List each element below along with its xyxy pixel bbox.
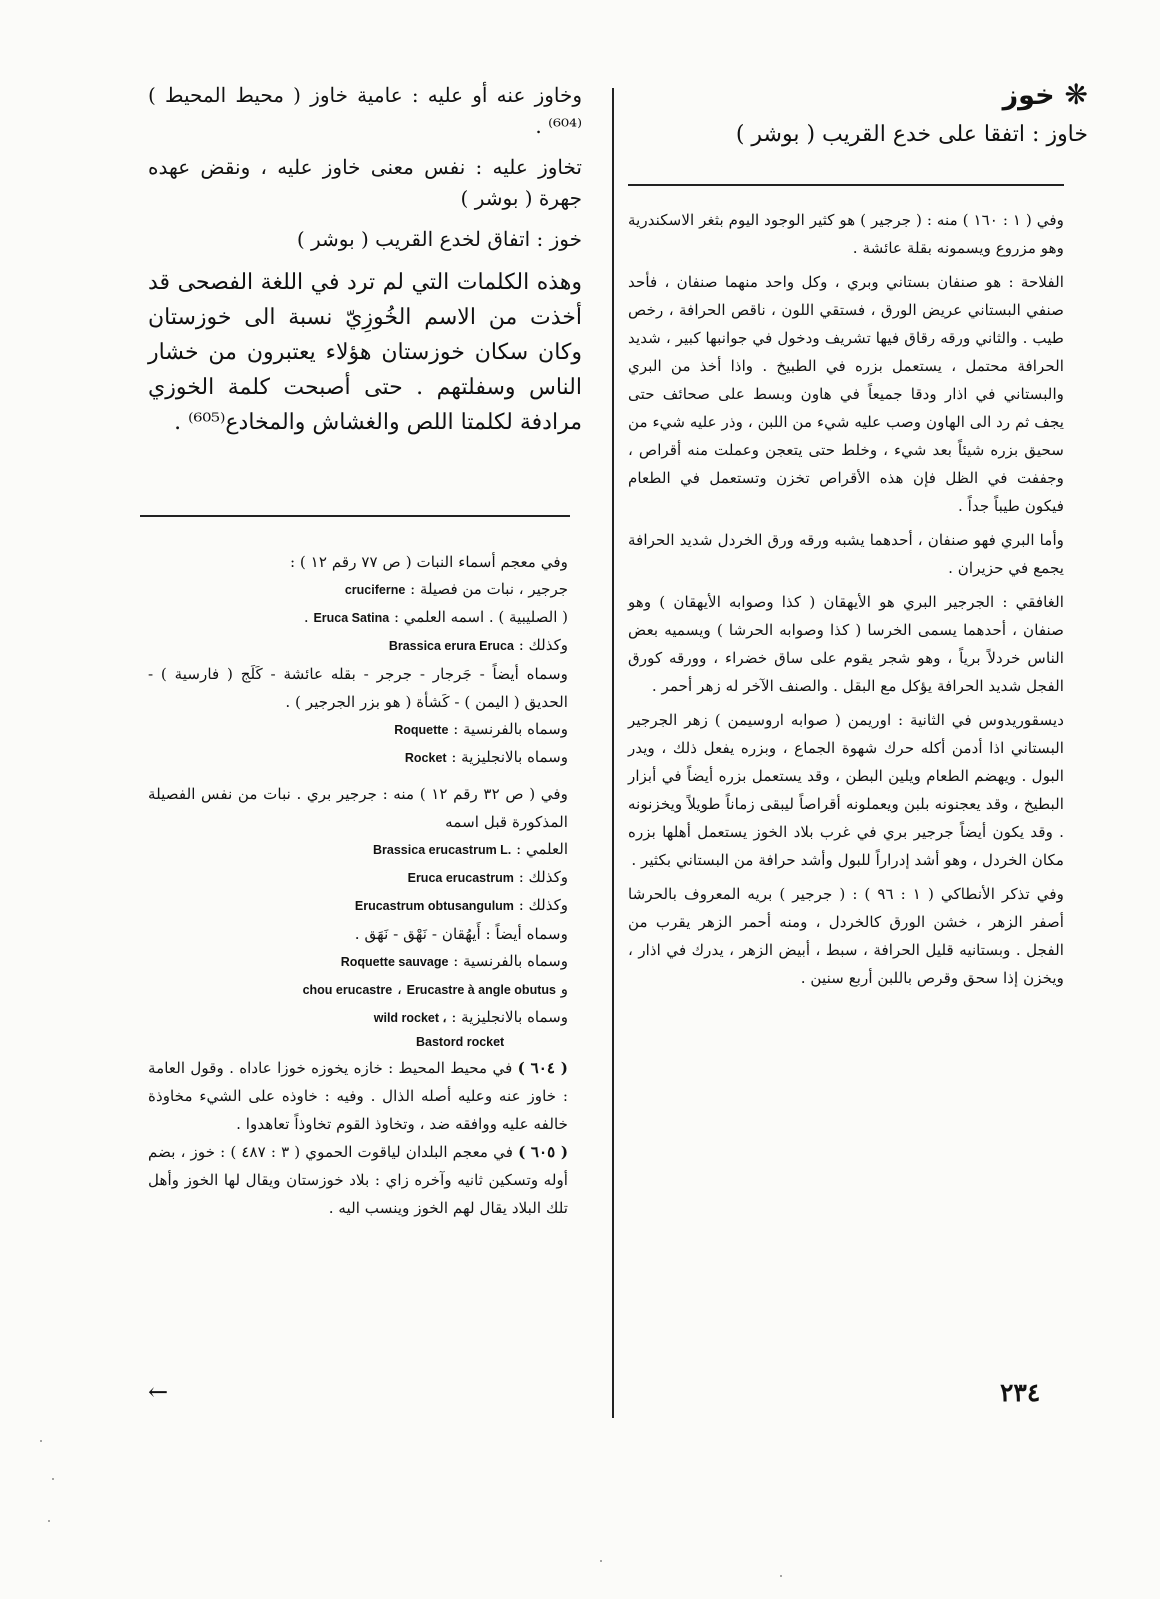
latin-term: Brassica erucastrum L.: [373, 843, 512, 857]
note-line: [148, 892, 568, 920]
notes-block: [148, 548, 568, 1222]
paragraph: وأما البري فهو صنفان ، أحدهما يشبه ورقه ورق الخردل شديد الحرافة يجمع في حزيران .: [628, 531, 1064, 577]
latin-term: Eruca erucastrum: [407, 871, 514, 885]
note-line: [148, 604, 568, 632]
latin-term: Rocket: [404, 751, 447, 765]
note-line: [148, 632, 568, 660]
latin-term: chou erucastre: [302, 983, 393, 997]
note-line: وفي ( ص ٣٢ رقم ١٢ ) منه : جرجير بري . نبات من نفس الفصيلة المذكورة قبل اسمه: [148, 785, 569, 831]
note-line: [148, 1004, 568, 1032]
note-text: وكذلك :: [518, 896, 568, 914]
paragraph: وفي تذكر الأنطاكي ( ١ : ٩٦ ) : ( جرجير ) بريه المعروف بالحرشا أصفر الزهر ، خشن الورق كالخردل ، ومنه أحمر الزهر يقرب من الفجل . وبستانيه قليل الحرافة ، سبط ، أبيض الزهر ، يدرك في اذار ، ويخزن إذا سحق وقرص باللبن أربع سنين .: [628, 885, 1064, 987]
scan-speck: [52, 1478, 54, 1480]
latin-term: cruciferne: [344, 583, 406, 597]
scan-speck: [48, 1520, 50, 1522]
scan-speck: [600, 1560, 602, 1562]
note-text: ،: [396, 980, 402, 998]
footnote-divider: [140, 515, 570, 517]
paragraph: وخاوز عنه أو عليه : عامية خاوز ( محيط المحيط )⁽⁶⁰⁴⁾ .: [148, 83, 582, 138]
note-text: وكذلك :: [518, 868, 568, 886]
latin-term: Roquette: [394, 723, 449, 737]
paragraph: خوز : اتفاق لخدع القريب ( بوشر ): [296, 227, 582, 251]
entry-definition: خاوز : اتفقا على خدع القريب ( بوشر ): [735, 122, 1088, 147]
latin-term: Bastord rocket: [416, 1035, 505, 1049]
footnote-text: في محيط المحيط : خازه يخوزه خوزا عاداه . وقول العامة : خاوز عنه وعليه أصله الذال . وفيه : خاوذه على الشيء مخاوذة خالفه عليه ووافقه ضد ، وتخاوذ القوم تخاوذاً تعاهدوا .: [148, 1059, 568, 1133]
note-text: وكذلك :: [518, 636, 568, 654]
note-line: [148, 716, 568, 744]
note-line: [148, 864, 568, 892]
note-line: [148, 976, 568, 1004]
note-text: .: [303, 608, 309, 626]
note-text: وسماه بالفرنسية :: [453, 720, 568, 738]
page-number: ٢٣٤: [1000, 1378, 1041, 1407]
paragraph: الغافقي : الجرجير البري هو الأيهقان ( كذا وصوابه الأيهقان ) وهو صنفان ، أحدهما يسمى الخرسا ( كذا وصوابه الحرشا ) ويسميه بعض الناس خردلاً برياً ، وهو شجر يقوم على ساق خضراء ، وورقه كورق الفجل شديد الحرافة يؤكل مع البقل . والصنف الآخر له زهر أحمر .: [628, 593, 1064, 695]
footnote-text: في معجم البلدان لياقوت الحموي ( ٣ : ٤٨٧ ) : خوز ، بضم أوله وتسكين ثانيه وآخره زاي : بلاد خوزستان ويقال لها الخوز وأهل تلك البلاد يقال لهم الخوز وينسب اليه .: [148, 1143, 568, 1217]
footnote-604: [148, 1054, 568, 1138]
note-line: وفي معجم أسماء النبات ( ص ٧٧ رقم ١٢ ) :: [289, 553, 568, 571]
note-line: [148, 836, 568, 864]
latin-term: Brassica erura Eruca: [388, 639, 514, 653]
left-column: [148, 80, 582, 440]
note-text: العلمي :: [516, 840, 568, 858]
note-text: وسماه بالانجليزية :: [451, 748, 568, 766]
entry-word: خوز: [1002, 80, 1055, 111]
latin-term: Erucastrum obtusangulum: [354, 899, 514, 913]
paragraph: وفي ( ١ : ١٦٠ ) منه : ( جرجير ) هو كثير الوجود اليوم بثغر الاسكندرية وهو مزروع ويسمونه بقلة عائشة .: [628, 211, 1064, 257]
entry-marker-icon: ❋: [1064, 78, 1088, 111]
note-line: [148, 576, 568, 604]
continue-arrow-icon: ←: [148, 1378, 169, 1406]
latin-term: wild rocket ،: [373, 1011, 447, 1025]
paragraph: ديسقوريدوس في الثانية : اوريمن ( صوابه اروسيمن ) زهر الجرجير البستاني اذا أدمن أكله حرك شهوة الجماع ، وبزره يفعل ذلك ، ويدر البول . ويهضم الطعام ويلين البطن ، وقد يستعمل بزره أيضاً في أبزار البطيخ ، وقد يعجنونه بلبن ويعملونه أقراصاً ليبقى زماناً طويلاً ويخزنونه . وقد يكون أيضاً جرجير بري في غرب بلاد الخوز يستعمل أهلها بزره مكان الخردل ، وهو أشد إدراراً للبول وأشد حرافة من البستاني بكثير .: [628, 711, 1064, 869]
latin-term: Eruca Satina: [313, 611, 390, 625]
right-column: [640, 78, 1088, 152]
paragraph: تخاوز عليه : نفس معنى خاوز عليه ، ونقض عهده جهرة ( بوشر ): [148, 155, 582, 210]
note-line: [148, 948, 568, 976]
note-text: وسماه بالفرنسية :: [453, 952, 568, 970]
footnote-number: ( ٦٠٤ ): [517, 1059, 568, 1077]
entry-heading: [640, 78, 1088, 113]
footnote-605: [148, 1138, 568, 1222]
note-text: جرجير ، نبات من فصيلة :: [410, 580, 568, 598]
scan-speck: [780, 1575, 782, 1577]
note-text: وسماه بالانجليزية :: [451, 1008, 568, 1026]
note-text: ( الصليبية ) . اسمه العلمي :: [393, 608, 568, 626]
right-body: [628, 206, 1064, 998]
latin-term: Roquette sauvage: [340, 955, 449, 969]
right-divider: [628, 184, 1064, 186]
note-line: وسماه أيضاً : أَيهُقان - نَهْق - نَهَق .: [354, 925, 568, 943]
scan-speck: [40, 1440, 42, 1442]
closing-paragraph: وهذه الكلمات التي لم ترد في اللغة الفصحى قد أخذت من الاسم الخُوزِيّ نسبة الى خوزستان وكان سكان خوزستان هؤلاء يعتبرون من خشار الناس وسفلتهم . حتى أصبحت كلمة الخوزي مرادفة لكلمتا اللص والغشاش والمخادع⁽⁶⁰⁵⁾ .: [148, 270, 582, 435]
paragraph: الفلاحة : هو صنفان بستاني وبري ، وكل واحد منهما صنفان ، فأحد صنفي البستاني عريض الورق ، فستقي اللون ، ناقص الحرافة ، رخص طيب . والثاني ورقه رقاق فيها تشريف ودخول في جوانبها كبير ، شديد الحرافة محتمل ، يستعمل بزره في الطبيخ . واذا أخذ من البري والبستاني في اذار ودقا جميعاً في هاون وبسط على صحائف حتى يجف ثم رد الى الهاون وصب عليه شيء من اللبن ، وذر عليه شيء من سحيق بزره شيئاً بعد شيء ، وخلط حتى يتعجن وعملت منه أقراص ، وجففت في الظل فإن هذه الأقراص تخزن وتستعمل في الطعام فيكون طيباً جداً .: [628, 273, 1064, 515]
column-divider: [612, 88, 614, 1418]
note-line: [148, 744, 568, 772]
footnote-number: ( ٦٠٥ ): [518, 1143, 569, 1161]
note-text: و: [560, 980, 568, 998]
latin-term: Erucastre à angle obutus: [406, 983, 556, 997]
note-line: وسماه أيضاً - جَرجار - جرجر - بقله عائشة - كَلَج ( فارسية ) - الحديق ( اليمن ) - كَشأة ( هو بزر الجرجير ) .: [148, 665, 568, 711]
